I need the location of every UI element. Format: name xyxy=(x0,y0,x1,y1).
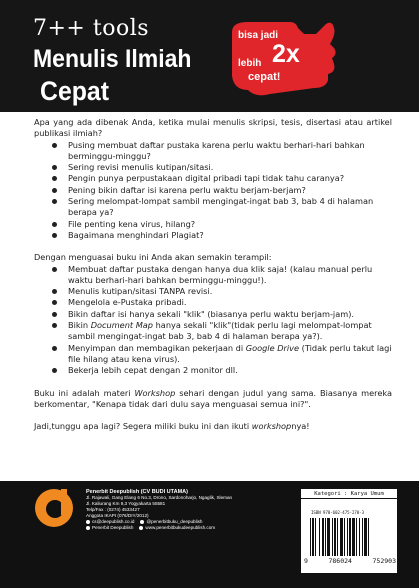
benefit-text: hanya sekali "klik"(tidak perlu lagi melompat-lompat sambil mengingat-ingat bab 3, bab 4 di halaman berapa ya?). xyxy=(68,320,372,342)
publisher-facebook: Penerbit Deepublish xyxy=(92,525,134,530)
barcode-number: 9 xyxy=(304,557,308,565)
cta-emphasis: workshop xyxy=(251,421,292,432)
question-item: Pening bikin daftar isi karena perlu waktu berjam-berjam? xyxy=(50,185,392,196)
website-entry xyxy=(139,525,215,531)
benefit-list xyxy=(34,264,392,377)
benefit-text: (Tidak perlu takut lagi file hilang atau kena virus). xyxy=(68,342,392,364)
cta-text: Jadi,tunggu apa lagi? Segera miliki buku ini dan ikuti xyxy=(34,421,252,432)
facebook-entry xyxy=(86,525,133,531)
pre-title: 7++ tools xyxy=(33,16,150,41)
barcode-bar xyxy=(332,518,333,556)
benefit-item: Menulis kutipan/sitasi TANPA revisi. xyxy=(50,286,392,297)
barcode-bar xyxy=(352,518,355,556)
barcode-numbers xyxy=(304,557,396,565)
benefit-item xyxy=(50,320,392,343)
closing-text: Buku ini adalah materi xyxy=(34,387,135,398)
badge-line-3: cepat! xyxy=(248,71,281,83)
question-item: Pengin punya perpustakaan digital pribadi tapi tidak tahu caranya? xyxy=(50,173,392,184)
question-item: Pusing membuat daftar pustaka karena perlu waktu berhari-hari bahkan berminggu-minggu? xyxy=(50,140,392,163)
title-line-2: Cepat xyxy=(40,76,110,106)
publisher-twitter: @penerbitbuku_deepublish xyxy=(146,519,203,524)
globe-icon xyxy=(139,526,143,530)
closing-text: sehari dengan judul yang sama. Biasanya mereka berkomentar, "Kenapa tidak dari dulu saya menguasai semua ini?". xyxy=(34,387,392,409)
publisher-name: Penerbit Deepublish (CV BUDI UTAMA) xyxy=(86,489,188,495)
barcode-bar xyxy=(327,518,330,556)
badge-line-2: lebih xyxy=(238,58,262,69)
benefit-text: Menyimpan dan membagikan pekerjaan di xyxy=(68,342,246,353)
benefit-item: Bekerja lebih cepat dengan 2 monitor dll. xyxy=(50,365,392,376)
publisher-phone: Telp/Fax : (0274) 4533427 xyxy=(86,507,140,512)
barcode-bar xyxy=(347,518,348,556)
thumbs-up-badge xyxy=(226,20,338,100)
barcode-bar xyxy=(315,518,316,556)
question-list xyxy=(34,140,392,242)
publisher-address-1: Jl. Rajawali, Gang Elang 6 No.3, Drono, Sardonoharjo, Ngaglik, Sleman xyxy=(86,495,233,500)
badge-line-1: bisa jadi xyxy=(238,30,279,41)
barcode-bar xyxy=(340,518,343,556)
twitter-icon xyxy=(140,520,144,524)
badge-big: 2x xyxy=(272,40,300,68)
barcode-bar xyxy=(359,518,360,556)
barcode-bar xyxy=(356,518,357,556)
question-item: Sering melompat-lompat sambil mengingat-ingat bab 3, bab 4 di halaman berapa ya? xyxy=(50,196,392,219)
publisher-social-row xyxy=(86,525,281,531)
barcode-number: 752903 xyxy=(372,557,396,565)
barcode-bar xyxy=(322,518,324,556)
publisher-logo-stem xyxy=(61,489,67,515)
barcode-number: 786024 xyxy=(328,557,352,565)
publisher-email: cs@deepublish.co.id xyxy=(92,519,135,524)
benefit-item xyxy=(50,343,392,366)
barcode-bars xyxy=(310,518,390,556)
category-label: Kategori : Karya Umum xyxy=(301,489,397,499)
title-line-1: Menulis Ilmiah xyxy=(33,45,192,73)
barcode-bar xyxy=(312,518,314,556)
benefit-emphasis: Google Drive xyxy=(245,342,300,353)
publisher-website: www.penerbitbukudeepublish.com xyxy=(145,525,216,530)
closing-paragraph xyxy=(34,388,392,411)
publisher-info xyxy=(86,489,281,531)
barcode-bar xyxy=(362,518,363,556)
call-to-action xyxy=(34,421,392,432)
closing-emphasis: Workshop xyxy=(134,387,176,398)
publisher-address-2: Jl. Kaliurang Km 9,3 Yogyakarta 55581 xyxy=(86,501,166,506)
question-item: Sering revisi menulis kutipan/sitasi. xyxy=(50,162,392,173)
benefits-intro: Dengan menguasai buku ini Anda akan semakin terampil: xyxy=(34,252,272,263)
barcode-bar xyxy=(368,518,369,556)
benefit-item: Mengelola e-Pustaka pribadi. xyxy=(50,297,392,308)
barcode-bar xyxy=(349,518,351,556)
benefit-item: Bikin daftar isi hanya sekali "klik" (biasanya perlu waktu berjam-jam). xyxy=(50,309,392,320)
barcode-bar xyxy=(334,518,336,556)
barcode-bar xyxy=(337,518,338,556)
question-item: Bagaimana menghindari Plagiat? xyxy=(50,230,392,241)
cta-text: nya! xyxy=(291,421,310,432)
publisher-member: Anggota IKAPI (076/DIY/2012) xyxy=(86,513,149,518)
benefit-text: Bikin xyxy=(68,320,91,331)
question-item: File penting kena virus, hilang? xyxy=(50,219,392,230)
back-cover-text xyxy=(34,117,392,432)
intro-paragraph: Apa yang ada dibenak Anda, ketika mulai menulis skripsi, tesis, disertasi atau artikel publikasi ilmiah? xyxy=(34,117,392,139)
email-icon xyxy=(86,520,90,524)
cover-header xyxy=(0,0,419,112)
barcode-bar xyxy=(310,518,311,556)
barcode-bar xyxy=(364,518,367,556)
barcode-bar xyxy=(325,518,326,556)
benefit-item: Membuat daftar pustaka dengan hanya dua klik saja! (kalau manual perlu waktu berhari-hari bahkan berminggu-minggu!). xyxy=(50,264,392,287)
barcode-bar xyxy=(344,518,345,556)
facebook-icon xyxy=(86,526,90,530)
isbn-label: ISBN 978-602-475-270-3 xyxy=(311,510,364,515)
barcode-bar xyxy=(319,518,320,556)
benefit-emphasis: Document Map xyxy=(90,320,154,331)
